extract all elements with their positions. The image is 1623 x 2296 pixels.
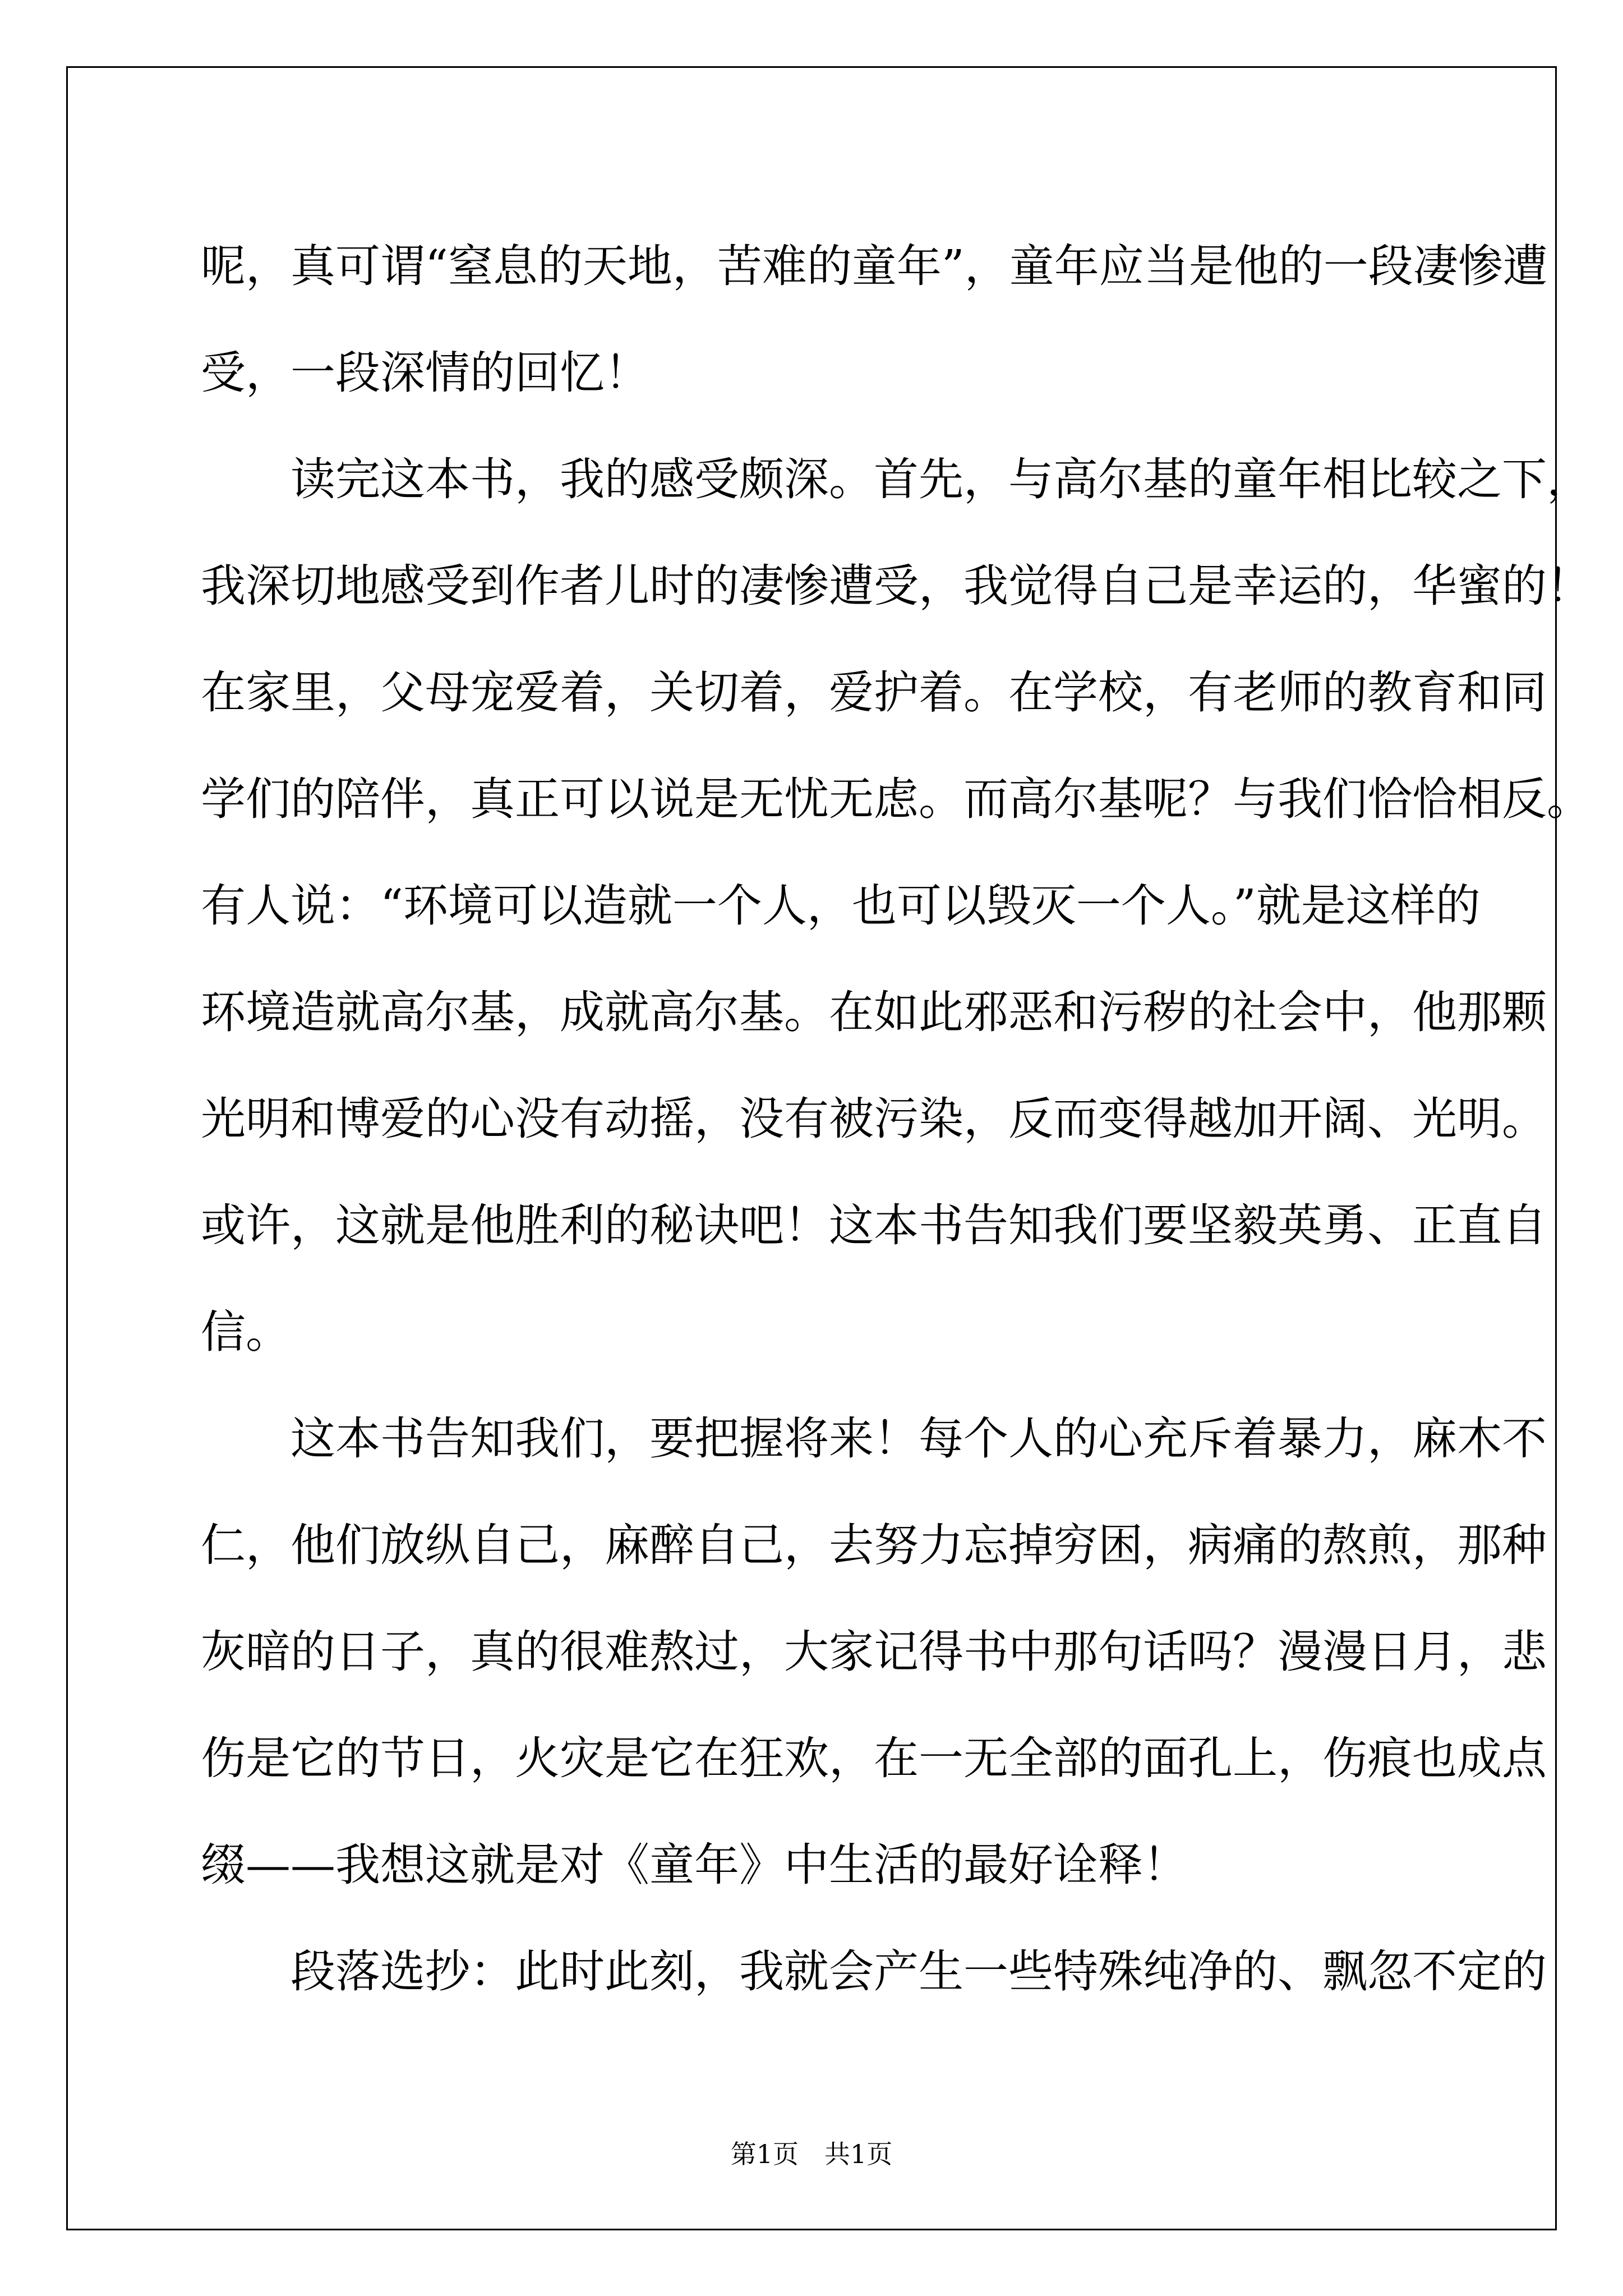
text-line: 光明和博爱的心没有动摇，没有被污染，反而变得越加开阔、光明。 (201, 1093, 1547, 1145)
text-line: 我深切地感受到作者儿时的凄惨遭受，我觉得自己是幸运的，华蜜的！ (201, 560, 1592, 612)
text-line: 灰暗的日子，真的很难熬过，大家记得书中那句话吗？漫漫日月，悲 (201, 1626, 1547, 1678)
page-footer: 第1页 共1页 (730, 2139, 893, 2169)
text-line: 段落选抄：此时此刻，我就会产生一些特殊纯净的、飘忽不定的 (291, 1945, 1547, 1998)
text-line: 受，一段深情的回忆！ (201, 347, 649, 399)
text-line: 信。 (201, 1306, 291, 1358)
paragraph (201, 1918, 1547, 2025)
document-body (201, 213, 1592, 2025)
text-line: 这本书告知我们，要把握将来！每个人的心充斥着暴力，麻木不 (291, 1412, 1547, 1465)
text-line: 呢，真可谓“窒息的天地，苦难的童年”，童年应当是他的一段凄惨遭 (201, 240, 1548, 292)
text-line: 缀——我想这就是对《童年》中生活的最好诠释！ (201, 1839, 1188, 1891)
paragraph (201, 426, 1592, 1386)
text-line: 读完这本书，我的感受颇深。首先，与高尔基的童年相比较之下， (291, 453, 1592, 505)
text-line: 在家里，父母宠爱着，关切着，爱护着。在学校，有老师的教育和同 (201, 666, 1547, 719)
paragraph (201, 213, 1548, 426)
text-line: 环境造就高尔基，成就高尔基。在如此邪恶和污秽的社会中，他那颗 (201, 986, 1547, 1038)
paragraph (201, 1386, 1547, 1918)
text-line: 伤是它的节日，火灾是它在狂欢，在一无全部的面孔上，伤痕也成点 (201, 1732, 1547, 1784)
text-line: 有人说：“环境可以造就一个人，也可以毁灭一个人。”就是这样的 (201, 880, 1481, 932)
text-line: 仁，他们放纵自己，麻醉自己，去努力忘掉穷困，病痛的熬煎，那种 (201, 1519, 1547, 1571)
text-line: 学们的陪伴，真正可以说是无忧无虑。而高尔基呢？与我们恰恰相反。 (201, 773, 1592, 825)
text-line: 或许，这就是他胜利的秘诀吧！这本书告知我们要坚毅英勇、正直自 (201, 1199, 1547, 1251)
